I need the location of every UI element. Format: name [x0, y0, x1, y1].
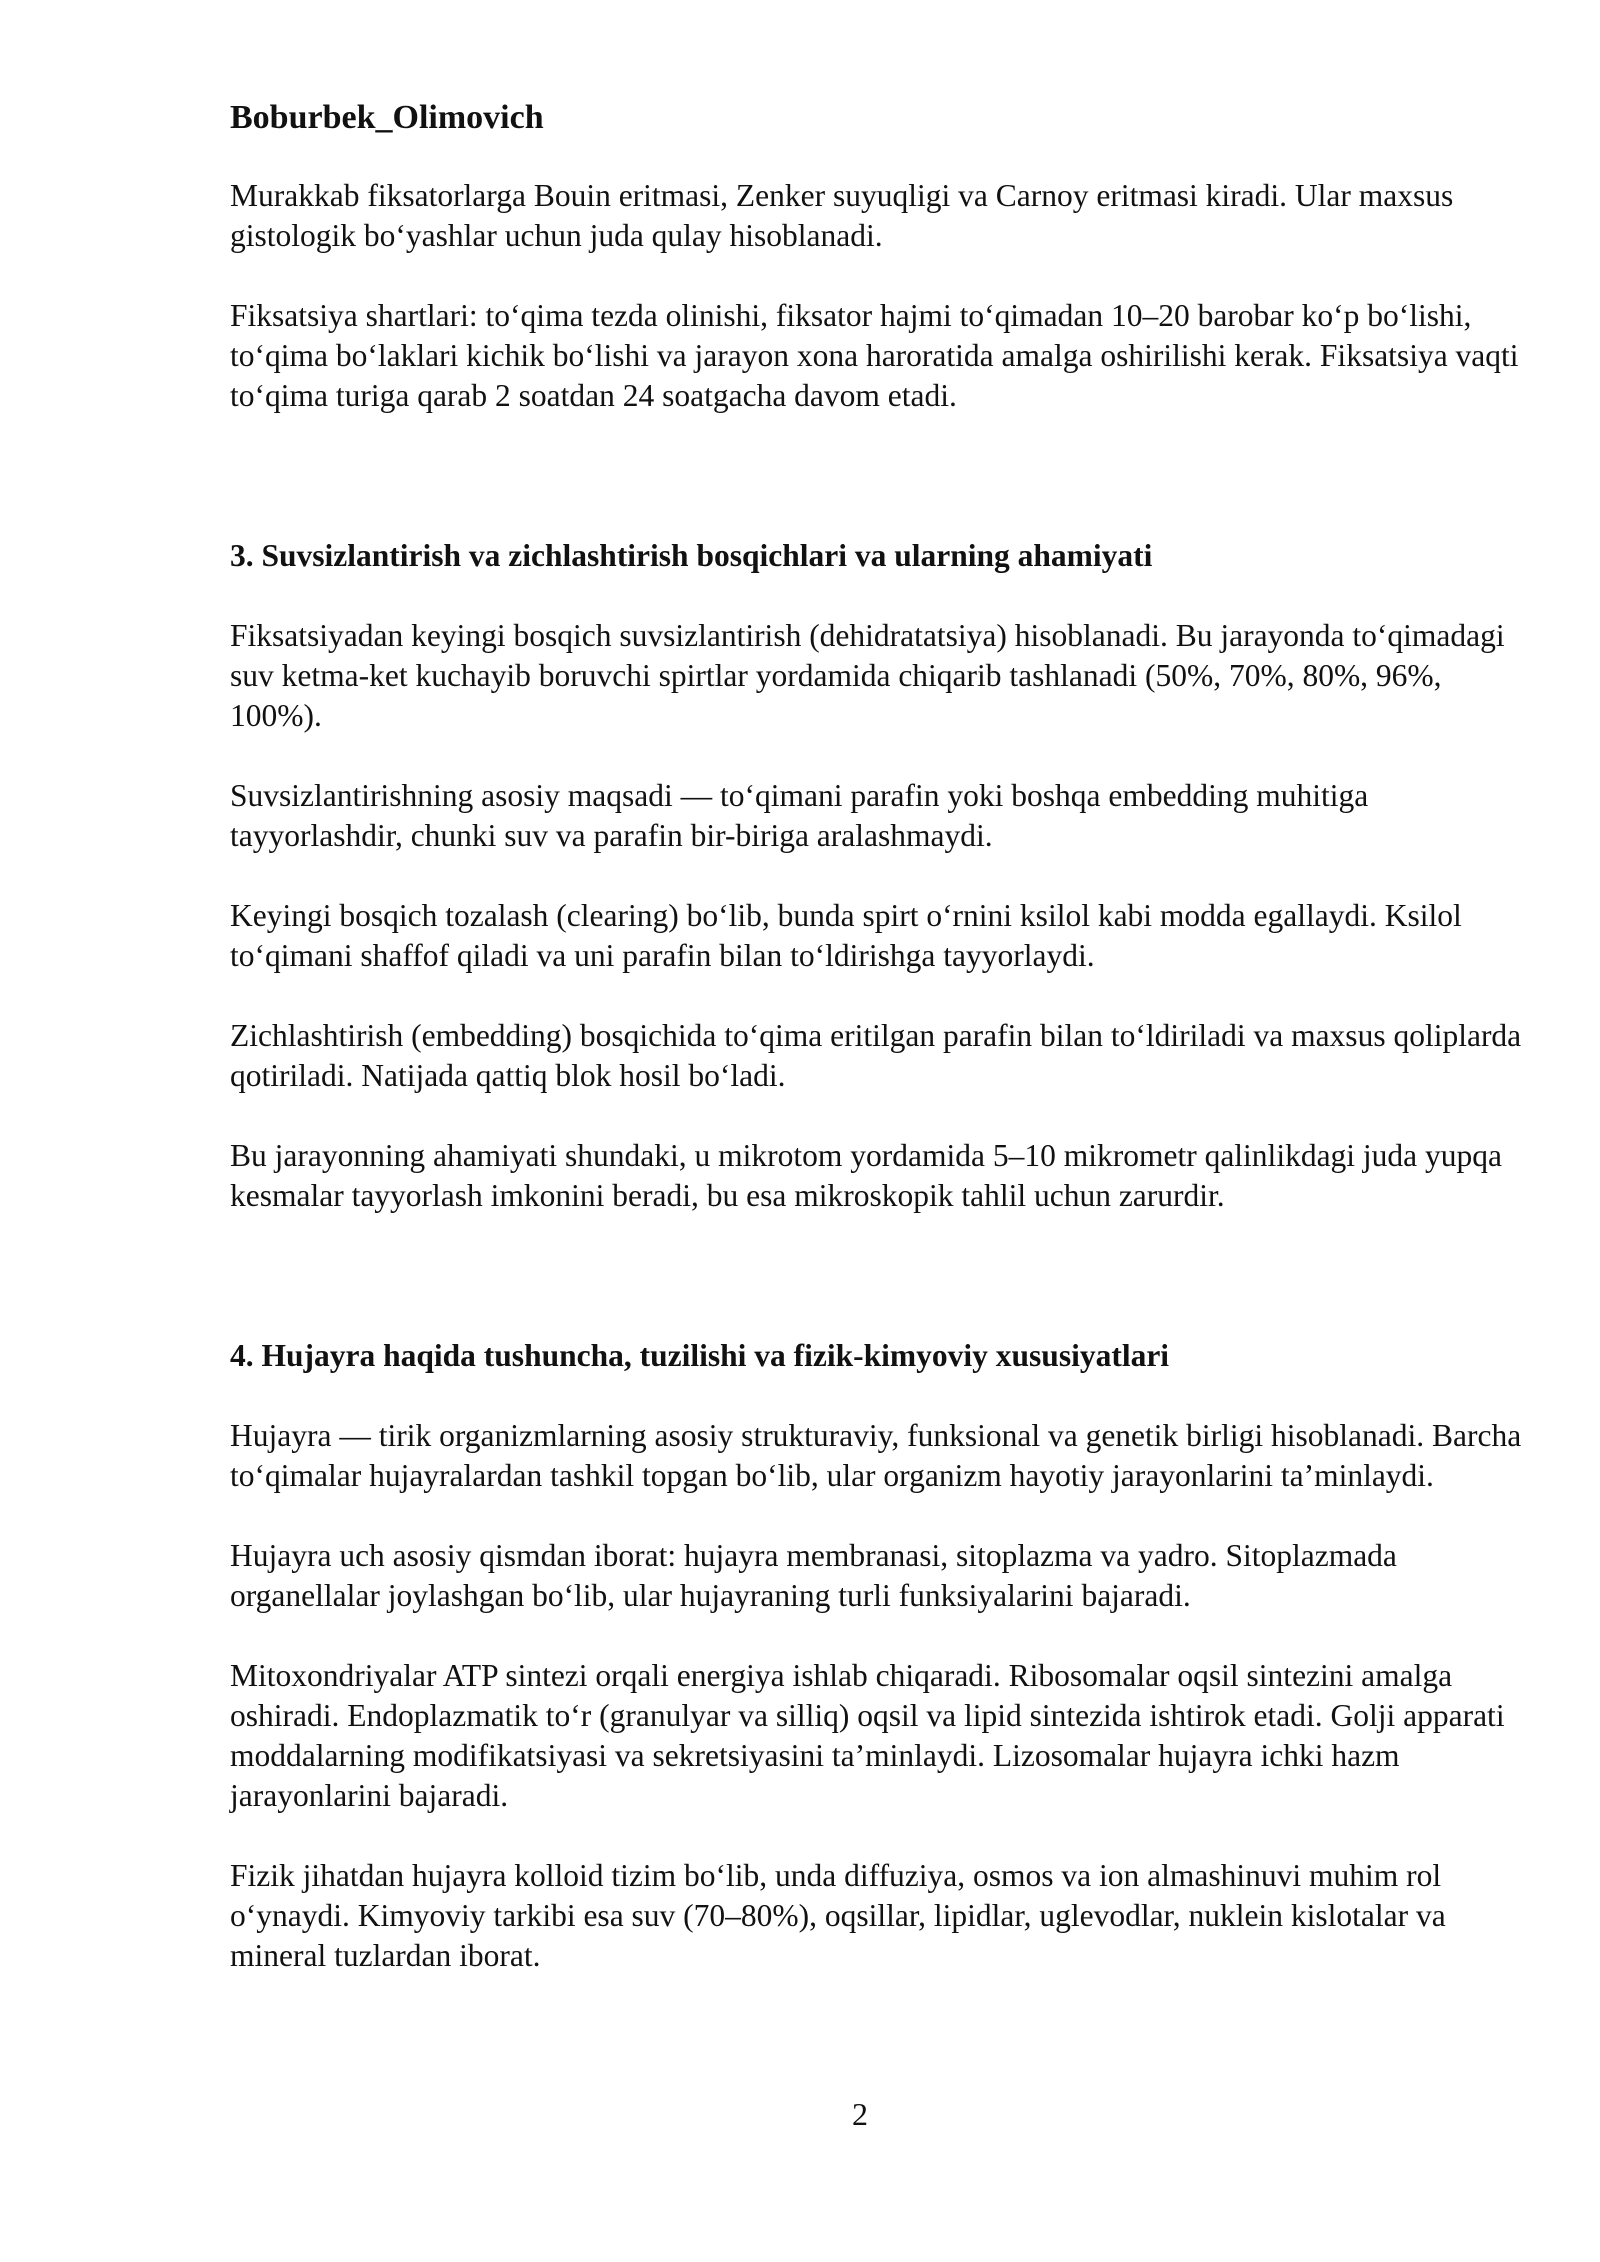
section-spacer: [230, 1256, 1530, 1336]
section-3-heading: 3. Suvsizlantirish va zichlashtirish bosqichlari va ularning ahamiyati: [230, 538, 1153, 573]
section-4-paragraph-3: Mitoxondriyalar ATP sintezi orqali energiya ishlab chiqaradi. Ribosomalar oqsil sintezini amalga oshiradi. Endoplazmatik to‘r (granulyar va silliq) oqsil va lipid sintezida ishtirok etadi. Golji apparati moddalarning modifikatsiyasi va sekretsiyasini ta’minlaydi. Lizosomalar hujayra ichki hazm jarayonlarini bajaradi.: [230, 1658, 1505, 1813]
section-3-paragraph-1: Fiksatsiyadan keyingi bosqich suvsizlantirish (dehidratatsiya) hisoblanadi. Bu jarayonda to‘qimadagi suv ketma-ket kuchayib boruvchi spirtlar yordamida chiqarib tashlanadi (50%, 70%, 80%, 96%, 100%).: [230, 618, 1505, 733]
section-4-paragraph-1: Hujayra — tirik organizmlarning asosiy strukturaviy, funksional va genetik birligi hisoblanadi. Barcha to‘qimalar hujayralardan tashkil topgan bo‘lib, ular organizm hayotiy jarayonlarini ta’minlaydi.: [230, 1418, 1522, 1493]
section-3-paragraph-2: Suvsizlantirishning asosiy maqsadi — to‘qimani parafin yoki boshqa embedding muhitiga tayyorlashdir, chunki suv va parafin bir-biriga aralashmaydi.: [230, 778, 1369, 853]
document-page: [230, 96, 1530, 2016]
section-4-paragraph-2: Hujayra uch asosiy qismdan iborat: hujayra membranasi, sitoplazma va yadro. Sitoplazmada organellalar joylashgan bo‘lib, ular hujayraning turli funksiyalarini bajaradi.: [230, 1538, 1397, 1613]
author-name: Boburbek_Olimovich: [230, 99, 544, 136]
page-number: 2: [852, 2096, 868, 2132]
section-3-paragraph-3: Keyingi bosqich tozalash (clearing) bo‘lib, bunda spirt o‘rnini ksilol kabi modda egallaydi. Ksilol to‘qimani shaffof qiladi va uni parafin bilan to‘ldirishga tayyorlaydi.: [230, 898, 1462, 973]
section-3-paragraph-5: Bu jarayonning ahamiyati shundaki, u mikrotom yordamida 5–10 mikrometr qalinlikdagi juda yupqa kesmalar tayyorlash imkonini beradi, bu esa mikroskopik tahlil uchun zarurdir.: [230, 1138, 1503, 1213]
intro-paragraph-2: Fiksatsiya shartlari: to‘qima tezda olinishi, fiksator hajmi to‘qimadan 10–20 barobar ko‘p bo‘lishi, to‘qima bo‘laklari kichik bo‘lishi va jarayon xona haroratida amalga oshirilishi kerak. Fiksatsiya vaqti to‘qima turiga qarab 2 soatdan 24 soatgacha davom etadi.: [230, 298, 1519, 413]
intro-paragraph-1: Murakkab fiksatorlarga Bouin eritmasi, Zenker suyuqligi va Carnoy eritmasi kiradi. Ular maxsus gistologik bo‘yashlar uchun juda qulay hisoblanadi.: [230, 178, 1454, 253]
section-spacer: [230, 456, 1530, 536]
section-3-paragraph-4: Zichlashtirish (embedding) bosqichida to‘qima eritilgan parafin bilan to‘ldiriladi va maxsus qoliplarda qotiriladi. Natijada qattiq blok hosil bo‘ladi.: [230, 1018, 1522, 1093]
section-4-paragraph-4: Fizik jihatdan hujayra kolloid tizim bo‘lib, unda diffuziya, osmos va ion almashinuvi muhim rol o‘ynaydi. Kimyoviy tarkibi esa suv (70–80%), oqsillar, lipidlar, uglevodlar, nuklein kislotalar va mineral tuzlardan iborat.: [230, 1858, 1446, 1973]
section-4-heading: 4. Hujayra haqida tushuncha, tuzilishi va fizik-kimyoviy xususiyatlari: [230, 1338, 1170, 1373]
